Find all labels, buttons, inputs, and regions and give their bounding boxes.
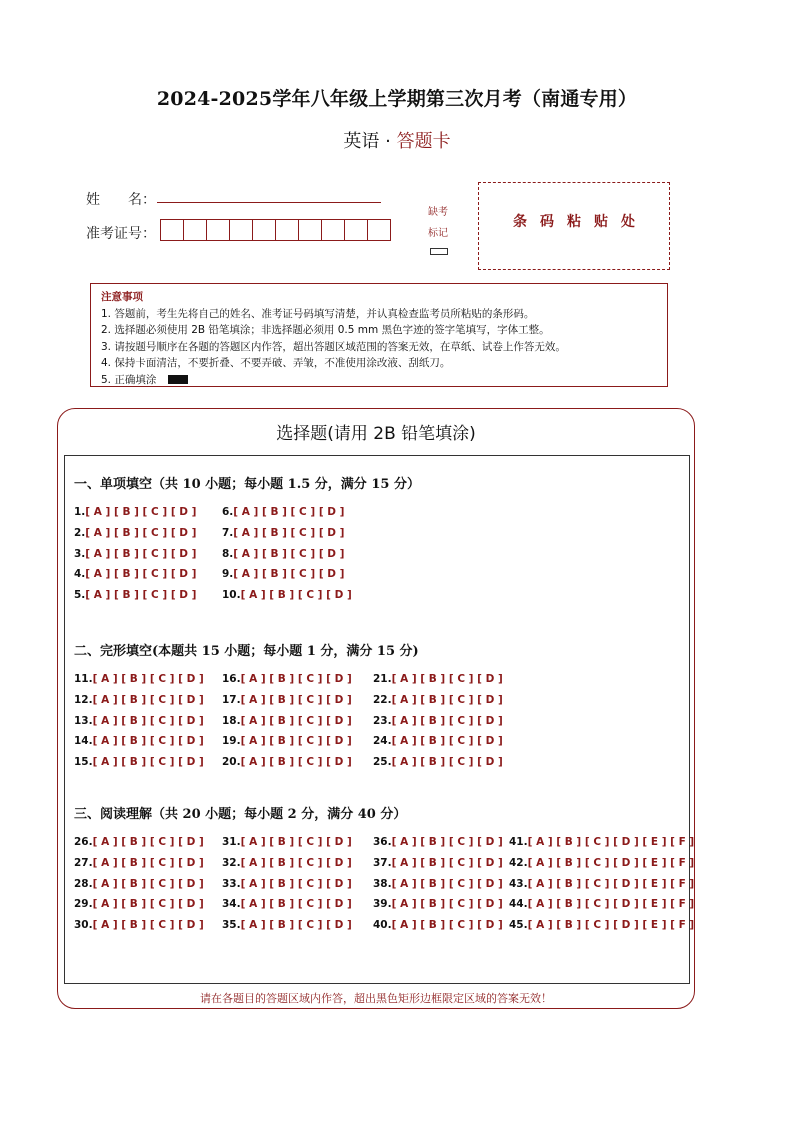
answer-options[interactable]: [ A ] [ B ] [ C ] [ D ] [85,547,197,560]
answer-options[interactable]: [ A ] [ B ] [ C ] [ D ] [391,735,503,748]
question-row[interactable] [373,734,503,748]
question-row[interactable] [373,755,503,769]
question-number: 27. [74,856,93,869]
answer-options[interactable]: [ A ] [ B ] [ C ] [ D ] [233,568,345,581]
answer-options[interactable]: [ A ] [ B ] [ C ] [ D ] [ E ] [ F ] [527,856,695,869]
absent-label-line2: 标记 [428,228,448,239]
question-row[interactable] [74,755,204,769]
answer-options[interactable]: [ A ] [ B ] [ C ] [ D ] [240,589,352,601]
question-number: 8. [222,547,234,560]
answer-options[interactable]: [ A ] [ B ] [ C ] [ D ] [ E ] [ F ] [527,877,695,890]
answer-options[interactable]: [ A ] [ B ] [ C ] [ D ] [ E ] [ F ] [527,836,695,848]
question-number: 41. [509,836,528,848]
question-row[interactable] [373,835,503,849]
answer-options[interactable]: [ A ] [ B ] [ C ] [ D ] [240,735,352,748]
question-row[interactable] [373,918,503,932]
subject-title [0,127,794,153]
question-number: 14. [74,735,93,748]
question-row[interactable] [222,526,344,540]
question-row[interactable] [222,714,352,728]
question-row[interactable] [74,918,204,932]
answer-options[interactable]: [ A ] [ B ] [ C ] [ D ] [233,547,345,560]
multiple-choice-title: 选择题(请用 2B 铅笔填涂) [276,424,476,444]
question-row[interactable] [74,588,196,602]
answer-options[interactable]: [ A ] [ B ] [ C ] [ D ] [92,735,204,748]
answer-options[interactable]: [ A ] [ B ] [ C ] [ D ] [391,836,503,848]
answer-options[interactable]: [ A ] [ B ] [ C ] [ D ] [233,506,345,518]
question-row[interactable] [74,567,196,581]
id-digit-box[interactable] [322,220,345,240]
question-number: 45. [509,919,528,931]
answer-options[interactable]: [ A ] [ B ] [ C ] [ D ] [85,526,197,539]
question-number: 43. [509,877,528,890]
question-number: 25. [373,756,392,768]
question-row[interactable] [373,672,503,686]
question-row[interactable] [509,856,694,870]
answer-options[interactable]: [ A ] [ B ] [ C ] [ D ] [ E ] [ F ] [527,919,695,931]
question-number: 17. [222,693,241,706]
question-number: 44. [509,898,528,911]
question-row[interactable] [222,734,352,748]
notice-box [90,283,668,387]
question-row[interactable] [222,547,344,561]
barcode-area [478,182,670,270]
answer-options[interactable]: [ A ] [ B ] [ C ] [ D ] [233,526,345,539]
notice-item-fill-example [101,372,667,389]
answer-options[interactable]: [ A ] [ B ] [ C ] [ D ] [85,589,197,601]
answer-options[interactable]: [ A ] [ B ] [ C ] [ D ] [240,756,352,768]
question-row[interactable] [74,505,196,519]
id-digit-box[interactable] [161,220,184,240]
answer-options[interactable]: [ A ] [ B ] [ C ] [ D ] [92,919,204,931]
question-row[interactable] [74,856,204,870]
filled-mark-sample [168,375,188,384]
question-row[interactable] [222,693,352,707]
question-number: 26. [74,836,93,848]
question-number: 29. [74,898,93,911]
answer-options[interactable]: [ A ] [ B ] [ C ] [ D ] [391,919,503,931]
question-number: 38. [373,877,392,890]
footer-warning: 请在各题目的答题区域内作答，超出黑色矩形边框限定区域的答案无效！ [200,992,552,1005]
question-number: 2. [74,526,86,539]
question-number: 15. [74,756,93,768]
question-number: 20. [222,756,241,768]
question-number: 1. [74,506,86,518]
question-number: 9. [222,568,234,581]
id-label: 准考证号： [86,226,156,242]
question-number: 31. [222,836,241,848]
answer-options[interactable]: [ A ] [ B ] [ C ] [ D ] [92,673,204,685]
subject-name: 英语 [343,131,380,152]
question-number: 36. [373,836,392,848]
answer-options[interactable]: [ A ] [ B ] [ C ] [ D ] [391,898,503,911]
question-number: 39. [373,898,392,911]
name-label: 姓 名： [86,192,156,208]
question-number: 4. [74,568,86,581]
question-number: 5. [74,589,86,601]
id-digit-box[interactable] [230,220,253,240]
question-number: 6. [222,506,234,518]
id-digit-box[interactable] [368,220,390,240]
question-row[interactable] [509,877,694,891]
answer-options[interactable]: [ A ] [ B ] [ C ] [ D ] [240,919,352,931]
question-row[interactable] [509,897,694,911]
absent-label-line1: 缺考 [428,207,448,218]
question-row[interactable] [222,672,352,686]
answer-options[interactable]: [ A ] [ B ] [ C ] [ D ] [ E ] [ F ] [527,898,695,911]
question-number: 24. [373,735,392,748]
question-row[interactable] [509,918,694,932]
question-row[interactable] [373,877,503,891]
notice-item: 5. 正确填涂 [101,373,157,386]
id-digit-box[interactable] [207,220,230,240]
section-title-3: 三、阅读理解（共 20 小题；每小题 2 分，满分 40 分） [74,807,407,822]
section-title-2: 二、完形填空(本题共 15 小题；每小题 1 分，满分 15 分) [74,644,419,659]
question-number: 10. [222,589,241,601]
notice-item: 4. 保持卡面清洁，不要折叠、不要弄破、弄皱，不准使用涂改液、刮纸刀。 [101,357,451,370]
question-row[interactable] [74,693,204,707]
question-row[interactable] [74,734,204,748]
notice-title: 注意事项 [101,291,143,303]
question-row[interactable] [222,856,352,870]
answer-options[interactable]: [ A ] [ B ] [ C ] [ D ] [92,714,204,727]
question-row[interactable] [74,526,196,540]
question-row[interactable] [509,835,694,849]
question-number: 34. [222,898,241,911]
answer-options[interactable]: [ A ] [ B ] [ C ] [ D ] [391,756,503,768]
id-digit-box[interactable] [253,220,276,240]
answer-options[interactable]: [ A ] [ B ] [ C ] [ D ] [240,714,352,727]
question-row[interactable] [222,505,344,519]
answer-options[interactable]: [ A ] [ B ] [ C ] [ D ] [240,877,352,890]
answer-options[interactable]: [ A ] [ B ] [ C ] [ D ] [92,877,204,890]
question-number: 18. [222,714,241,727]
answer-options[interactable]: [ A ] [ B ] [ C ] [ D ] [391,856,503,869]
answer-options[interactable]: [ A ] [ B ] [ C ] [ D ] [92,693,204,706]
subject-separator: · [379,131,397,152]
id-digit-box[interactable] [299,220,322,240]
absent-mark-box[interactable] [430,248,448,255]
question-row[interactable] [222,588,352,602]
question-number: 37. [373,856,392,869]
question-row[interactable] [222,918,352,932]
question-number: 13. [74,714,93,727]
notice-item: 1. 答题前，考生先将自己的姓名、准考证号码填写清楚，并认真检查监考员所粘贴的条形码。 [101,307,535,320]
id-digit-box[interactable] [184,220,207,240]
answer-options[interactable]: [ A ] [ B ] [ C ] [ D ] [240,693,352,706]
answer-options[interactable]: [ A ] [ B ] [ C ] [ D ] [85,506,197,518]
answer-options[interactable]: [ A ] [ B ] [ C ] [ D ] [391,693,503,706]
answer-options[interactable]: [ A ] [ B ] [ C ] [ D ] [391,877,503,890]
question-number: 21. [373,673,392,685]
barcode-label: 条码粘贴处 [513,214,648,230]
answer-options[interactable]: [ A ] [ B ] [ C ] [ D ] [240,856,352,869]
question-number: 3. [74,547,86,560]
page-title: 2024-2025学年八年级上学期第三次月考（南通专用） [156,88,638,110]
answer-options[interactable]: [ A ] [ B ] [ C ] [ D ] [391,714,503,727]
answer-options[interactable]: [ A ] [ B ] [ C ] [ D ] [240,898,352,911]
question-row[interactable] [222,567,344,581]
answer-options[interactable]: [ A ] [ B ] [ C ] [ D ] [240,673,352,685]
id-digit-box[interactable] [345,220,368,240]
question-row[interactable] [74,835,204,849]
question-row[interactable] [74,877,204,891]
question-number: 35. [222,919,241,931]
question-number: 22. [373,693,392,706]
answer-options[interactable]: [ A ] [ B ] [ C ] [ D ] [92,756,204,768]
question-row[interactable] [373,856,503,870]
answer-options[interactable]: [ A ] [ B ] [ C ] [ D ] [85,568,197,581]
question-number: 11. [74,673,93,685]
question-row[interactable] [74,714,204,728]
question-row[interactable] [373,693,503,707]
question-number: 23. [373,714,392,727]
exam-id-boxes[interactable] [160,219,391,241]
name-field[interactable] [157,202,381,203]
question-number: 40. [373,919,392,931]
notice-item: 2. 选择题必须使用 2B 铅笔填涂；非选择题必须用 0.5 mm 黑色字迹的签字笔填写，字体工整。 [101,324,550,337]
question-row[interactable] [74,672,204,686]
question-row[interactable] [222,755,352,769]
section-title-1: 一、单项填空（共 10 小题；每小题 1.5 分，满分 15 分） [74,477,420,492]
subject-note: 答题卡 [396,131,451,152]
answer-options[interactable]: [ A ] [ B ] [ C ] [ D ] [391,673,503,685]
question-row[interactable] [74,547,196,561]
question-row[interactable] [373,714,503,728]
question-number: 42. [509,856,528,869]
question-row[interactable] [373,897,503,911]
question-row[interactable] [222,897,352,911]
question-number: 32. [222,856,241,869]
answer-options[interactable]: [ A ] [ B ] [ C ] [ D ] [92,898,204,911]
question-number: 19. [222,735,241,748]
question-row[interactable] [74,897,204,911]
question-number: 12. [74,693,93,706]
answer-options[interactable]: [ A ] [ B ] [ C ] [ D ] [92,856,204,869]
question-number: 33. [222,877,241,890]
answer-options[interactable]: [ A ] [ B ] [ C ] [ D ] [240,836,352,848]
question-number: 30. [74,919,93,931]
answer-options[interactable]: [ A ] [ B ] [ C ] [ D ] [92,836,204,848]
question-number: 16. [222,673,241,685]
question-row[interactable] [222,877,352,891]
question-row[interactable] [222,835,352,849]
notice-item: 3. 请按题号顺序在各题的答题区内作答，超出答题区域范围的答案无效，在草纸、试卷上作答无效。 [101,340,566,353]
id-digit-box[interactable] [276,220,299,240]
question-number: 7. [222,526,234,539]
question-number: 28. [74,877,93,890]
